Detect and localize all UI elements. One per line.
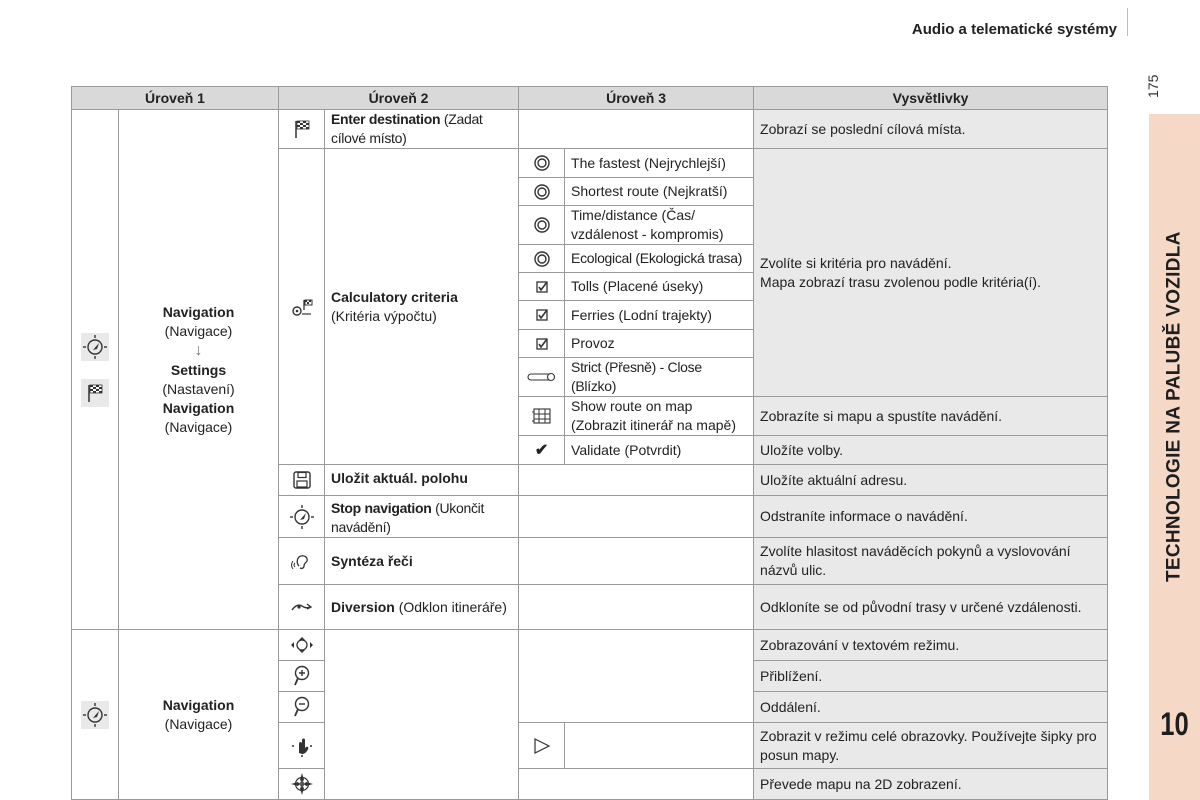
description: Zobrazíte si mapu a spustíte navádění. (754, 397, 1108, 436)
level1-label (119, 110, 279, 630)
section-title: TECHNOLOGIE NA PALUBĚ VOZIDLA (1163, 231, 1185, 582)
column-header: Úroveň 2 (279, 87, 519, 110)
level1-title: Navigation (162, 696, 235, 713)
option-traffic[interactable]: Provoz (565, 330, 754, 358)
settings-table (71, 86, 1108, 800)
voice-icon (279, 538, 325, 585)
empty-cell (519, 630, 754, 723)
description: Zvolíte si kritéria pro navádění. Mapa zobrazí trasu zvolenou podle kritéria(í). (754, 149, 1108, 397)
target-icon (519, 245, 565, 273)
level1-title: Settings (170, 361, 227, 378)
side-tab (1149, 114, 1200, 800)
option-validate[interactable]: Validate (Potvrdit) (565, 436, 754, 465)
column-header: Úroveň 3 (519, 87, 754, 110)
description: Zobrazí se poslední cílová místa. (754, 110, 1108, 149)
header-divider (1127, 8, 1128, 36)
description: Oddálení. (754, 692, 1108, 723)
description: Přiblížení. (754, 661, 1108, 692)
description: Zobrazování v textovém režimu. (754, 630, 1108, 661)
level1-title: Navigation (162, 399, 235, 416)
gear-flag-icon (279, 149, 325, 465)
floppy-disk-icon (279, 465, 325, 496)
level1-title: Navigation (162, 303, 235, 320)
checkbox-icon (519, 273, 565, 301)
menu-item-calculatory-criteria[interactable]: Calculatory criteria (Kritéria výpočtu) (325, 149, 519, 465)
menu-item-save-position[interactable]: Uložit aktuál. polohu (325, 465, 519, 496)
target-icon (519, 178, 565, 206)
empty-cell (519, 465, 754, 496)
target-icon (519, 206, 565, 245)
page-number: 175 (1145, 74, 1161, 98)
empty-cell (519, 496, 754, 538)
compass-icon[interactable] (279, 769, 325, 800)
diversion-icon (279, 585, 325, 630)
description: Zobrazit v režimu celé obrazovky. Používejte šipky pro posun mapy. (754, 723, 1108, 769)
empty-cell (519, 110, 754, 149)
move-icon[interactable] (279, 630, 325, 661)
checkbox-icon (519, 301, 565, 330)
empty-cell (519, 538, 754, 585)
empty-cell (565, 723, 754, 769)
column-header: Úroveň 1 (72, 87, 279, 110)
option-show-route-on-map[interactable]: Show route on map (Zobrazit itinerář na mapě) (565, 397, 754, 436)
option-ferries[interactable]: Ferries (Lodní trajekty) (565, 301, 754, 330)
menu-item-enter-destination[interactable]: Enter destination (Zadat cílové místo) (325, 110, 519, 149)
level1-subtitle: (Navigace) (164, 715, 233, 732)
checkmark-icon: ✔ (519, 436, 565, 465)
menu-item-stop-navigation[interactable]: Stop navigation (Ukončit navádění) (325, 496, 519, 538)
level1-icons (72, 110, 119, 630)
menu-item-speech-synthesis[interactable]: Syntéza řeči (325, 538, 519, 585)
table-header-row (72, 87, 1108, 110)
empty-cell (519, 585, 754, 630)
option-ecological[interactable]: Ecological (Ekologická trasa) (565, 245, 754, 273)
description: Uložíte volby. (754, 436, 1108, 465)
menu-item-diversion[interactable]: Diversion (Odklon itineráře) (325, 585, 519, 630)
chapter-number: 10 (1160, 706, 1189, 742)
checkered-flag-icon (81, 379, 109, 407)
checkered-flag-icon (279, 110, 325, 149)
target-icon (519, 149, 565, 178)
description: Převede mapu na 2D zobrazení. (754, 769, 1108, 800)
description: Odkloníte se od původní trasy v určené vzdálenosti. (754, 585, 1108, 630)
page-header-title: Audio a telematické systémy (911, 21, 1117, 38)
description: Odstraníte informace o navádění. (754, 496, 1108, 538)
empty-cell (325, 630, 519, 800)
column-header: Vysvětlivky (754, 87, 1108, 110)
navigation-icon (81, 333, 109, 361)
navigation-icon (72, 630, 119, 800)
play-triangle-icon[interactable] (519, 723, 565, 769)
arrow-down-icon: ↓ (194, 341, 203, 359)
table-row (72, 110, 1108, 149)
navigation-icon (279, 496, 325, 538)
hand-icon[interactable] (279, 723, 325, 769)
level1-subtitle: (Nastavení) (162, 380, 235, 397)
option-fastest[interactable]: The fastest (Nejrychlejší) (565, 149, 754, 178)
description: Uložíte aktuální adresu. (754, 465, 1108, 496)
option-time-distance[interactable]: Time/distance (Čas/ vzdálenost - kompromis) (565, 206, 754, 245)
description: Zvolíte hlasitost naváděcích pokynů a vyslovování názvů ulic. (754, 538, 1108, 585)
checkbox-icon (519, 330, 565, 358)
level1-label (119, 630, 279, 800)
empty-cell (519, 769, 754, 800)
option-shortest[interactable]: Shortest route (Nejkratší) (565, 178, 754, 206)
zoom-in-icon[interactable] (279, 661, 325, 692)
table-row (72, 630, 1108, 661)
option-tolls[interactable]: Tolls (Placené úseky) (565, 273, 754, 301)
map-icon (519, 397, 565, 436)
zoom-out-icon[interactable] (279, 692, 325, 723)
toggle-icon (519, 358, 565, 397)
level1-subtitle: (Navigace) (164, 418, 233, 435)
option-strict-close[interactable]: Strict (Přesně) - Close (Blízko) (565, 358, 754, 397)
level1-subtitle: (Navigace) (164, 322, 233, 339)
